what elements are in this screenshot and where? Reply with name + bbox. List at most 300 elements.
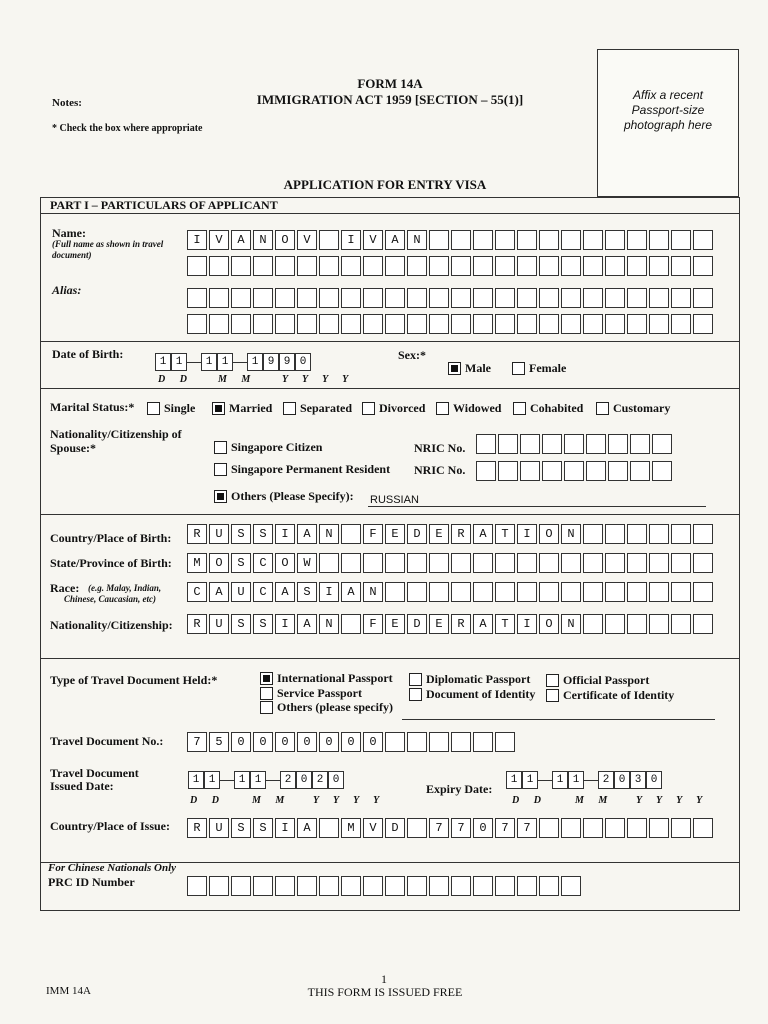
- char-cell[interactable]: 1: [247, 353, 263, 371]
- type-cert-identity[interactable]: [546, 688, 674, 703]
- char-cell[interactable]: [564, 461, 584, 481]
- char-cell[interactable]: D: [385, 818, 405, 838]
- race-field[interactable]: [187, 582, 715, 602]
- char-cell[interactable]: W: [297, 553, 317, 573]
- char-cell[interactable]: [671, 553, 691, 573]
- spouse-sg-pr[interactable]: [214, 462, 390, 477]
- char-cell[interactable]: [561, 288, 581, 308]
- char-cell[interactable]: [385, 256, 405, 276]
- char-cell[interactable]: N: [319, 524, 339, 544]
- char-cell[interactable]: [693, 288, 713, 308]
- char-cell[interactable]: [209, 876, 229, 896]
- char-cell[interactable]: [605, 524, 625, 544]
- char-cell[interactable]: [561, 553, 581, 573]
- char-cell[interactable]: [451, 230, 471, 250]
- char-cell[interactable]: [275, 288, 295, 308]
- char-cell[interactable]: [693, 614, 713, 634]
- char-cell[interactable]: [341, 614, 361, 634]
- char-cell[interactable]: 1: [250, 771, 266, 789]
- char-cell[interactable]: [297, 314, 317, 334]
- char-cell[interactable]: [649, 314, 669, 334]
- char-cell[interactable]: [451, 582, 471, 602]
- char-cell[interactable]: [495, 288, 515, 308]
- dob-year[interactable]: [247, 353, 311, 371]
- prc-id-field[interactable]: [187, 876, 583, 896]
- char-cell[interactable]: O: [275, 553, 295, 573]
- type-doc-identity-checkbox[interactable]: [409, 688, 422, 701]
- char-cell[interactable]: [187, 288, 207, 308]
- char-cell[interactable]: [429, 256, 449, 276]
- char-cell[interactable]: [341, 288, 361, 308]
- spouse-sg-pr-checkbox[interactable]: [214, 463, 227, 476]
- char-cell[interactable]: I: [319, 582, 339, 602]
- char-cell[interactable]: [473, 230, 493, 250]
- char-cell[interactable]: [385, 582, 405, 602]
- char-cell[interactable]: [407, 256, 427, 276]
- char-cell[interactable]: I: [187, 230, 207, 250]
- char-cell[interactable]: [671, 314, 691, 334]
- char-cell[interactable]: 1: [522, 771, 538, 789]
- expiry-month[interactable]: [552, 771, 584, 789]
- char-cell[interactable]: [363, 314, 383, 334]
- char-cell[interactable]: [539, 582, 559, 602]
- char-cell[interactable]: 3: [630, 771, 646, 789]
- char-cell[interactable]: [539, 876, 559, 896]
- char-cell[interactable]: [583, 288, 603, 308]
- char-cell[interactable]: [476, 434, 496, 454]
- birth-state-field[interactable]: [187, 553, 715, 573]
- photo-box[interactable]: [597, 49, 739, 197]
- char-cell[interactable]: [498, 461, 518, 481]
- char-cell[interactable]: S: [297, 582, 317, 602]
- char-cell[interactable]: [385, 314, 405, 334]
- char-cell[interactable]: [275, 256, 295, 276]
- char-cell[interactable]: [297, 876, 317, 896]
- char-cell[interactable]: [385, 732, 405, 752]
- char-cell[interactable]: V: [209, 230, 229, 250]
- char-cell[interactable]: M: [187, 553, 207, 573]
- char-cell[interactable]: [341, 256, 361, 276]
- char-cell[interactable]: 0: [319, 732, 339, 752]
- char-cell[interactable]: [407, 876, 427, 896]
- char-cell[interactable]: I: [275, 818, 295, 838]
- issued-year[interactable]: [280, 771, 344, 789]
- char-cell[interactable]: [407, 288, 427, 308]
- char-cell[interactable]: [671, 818, 691, 838]
- char-cell[interactable]: R: [451, 614, 471, 634]
- char-cell[interactable]: [605, 256, 625, 276]
- char-cell[interactable]: A: [473, 524, 493, 544]
- char-cell[interactable]: [209, 288, 229, 308]
- sex-female-checkbox[interactable]: [512, 362, 525, 375]
- type-doc-identity[interactable]: [409, 687, 535, 702]
- char-cell[interactable]: [693, 524, 713, 544]
- char-cell[interactable]: [187, 876, 207, 896]
- type-others-checkbox[interactable]: [260, 701, 273, 714]
- type-diplomatic-checkbox[interactable]: [409, 673, 422, 686]
- char-cell[interactable]: N: [561, 524, 581, 544]
- char-cell[interactable]: [693, 256, 713, 276]
- char-cell[interactable]: [451, 553, 471, 573]
- char-cell[interactable]: [649, 288, 669, 308]
- type-others-line[interactable]: [402, 719, 715, 720]
- char-cell[interactable]: 0: [473, 818, 493, 838]
- char-cell[interactable]: U: [209, 614, 229, 634]
- spouse-others[interactable]: [214, 489, 354, 504]
- char-cell[interactable]: 0: [341, 732, 361, 752]
- issued-month[interactable]: [234, 771, 266, 789]
- char-cell[interactable]: [520, 434, 540, 454]
- char-cell[interactable]: [517, 288, 537, 308]
- char-cell[interactable]: [671, 524, 691, 544]
- char-cell[interactable]: [495, 230, 515, 250]
- char-cell[interactable]: [429, 553, 449, 573]
- char-cell[interactable]: R: [187, 614, 207, 634]
- char-cell[interactable]: [341, 314, 361, 334]
- char-cell[interactable]: [209, 314, 229, 334]
- char-cell[interactable]: 7: [451, 818, 471, 838]
- nric-field-1[interactable]: [476, 434, 674, 454]
- birth-country-field[interactable]: [187, 524, 715, 544]
- char-cell[interactable]: [627, 256, 647, 276]
- char-cell[interactable]: [363, 553, 383, 573]
- char-cell[interactable]: C: [187, 582, 207, 602]
- dob-month[interactable]: [201, 353, 233, 371]
- char-cell[interactable]: [627, 314, 647, 334]
- marital-separated[interactable]: [283, 401, 352, 416]
- char-cell[interactable]: [627, 288, 647, 308]
- name-line-2[interactable]: [187, 256, 715, 276]
- char-cell[interactable]: [429, 314, 449, 334]
- char-cell[interactable]: A: [473, 614, 493, 634]
- alias-line-2[interactable]: [187, 314, 715, 334]
- char-cell[interactable]: [407, 582, 427, 602]
- char-cell[interactable]: [583, 818, 603, 838]
- char-cell[interactable]: [476, 461, 496, 481]
- char-cell[interactable]: [539, 230, 559, 250]
- nationality-field[interactable]: [187, 614, 715, 634]
- char-cell[interactable]: [231, 876, 251, 896]
- char-cell[interactable]: O: [209, 553, 229, 573]
- marital-divorced[interactable]: [362, 401, 425, 416]
- char-cell[interactable]: [627, 582, 647, 602]
- char-cell[interactable]: [429, 230, 449, 250]
- char-cell[interactable]: R: [187, 524, 207, 544]
- char-cell[interactable]: [561, 876, 581, 896]
- marital-widowed[interactable]: [436, 401, 501, 416]
- char-cell[interactable]: E: [429, 614, 449, 634]
- char-cell[interactable]: [564, 434, 584, 454]
- char-cell[interactable]: [495, 732, 515, 752]
- char-cell[interactable]: [693, 818, 713, 838]
- char-cell[interactable]: [451, 288, 471, 308]
- char-cell[interactable]: [517, 553, 537, 573]
- type-service[interactable]: [260, 686, 362, 701]
- char-cell[interactable]: [539, 288, 559, 308]
- spouse-others-value[interactable]: RUSSIAN: [368, 494, 706, 507]
- char-cell[interactable]: [627, 230, 647, 250]
- char-cell[interactable]: [363, 256, 383, 276]
- char-cell[interactable]: [561, 582, 581, 602]
- char-cell[interactable]: [649, 818, 669, 838]
- char-cell[interactable]: [187, 256, 207, 276]
- char-cell[interactable]: M: [341, 818, 361, 838]
- char-cell[interactable]: 1: [234, 771, 250, 789]
- char-cell[interactable]: 7: [517, 818, 537, 838]
- char-cell[interactable]: [429, 582, 449, 602]
- char-cell[interactable]: [253, 256, 273, 276]
- type-official-checkbox[interactable]: [546, 674, 559, 687]
- char-cell[interactable]: [539, 553, 559, 573]
- char-cell[interactable]: 0: [275, 732, 295, 752]
- char-cell[interactable]: [693, 553, 713, 573]
- char-cell[interactable]: S: [231, 818, 251, 838]
- char-cell[interactable]: [319, 256, 339, 276]
- char-cell[interactable]: 2: [312, 771, 328, 789]
- char-cell[interactable]: O: [539, 614, 559, 634]
- char-cell[interactable]: A: [341, 582, 361, 602]
- char-cell[interactable]: [407, 314, 427, 334]
- char-cell[interactable]: I: [275, 524, 295, 544]
- type-intl-passport[interactable]: [260, 671, 393, 686]
- marital-divorced-checkbox[interactable]: [362, 402, 375, 415]
- char-cell[interactable]: [561, 230, 581, 250]
- char-cell[interactable]: R: [451, 524, 471, 544]
- char-cell[interactable]: [649, 614, 669, 634]
- char-cell[interactable]: [605, 553, 625, 573]
- char-cell[interactable]: S: [231, 614, 251, 634]
- char-cell[interactable]: [583, 256, 603, 276]
- char-cell[interactable]: [319, 314, 339, 334]
- char-cell[interactable]: [275, 876, 295, 896]
- char-cell[interactable]: [407, 732, 427, 752]
- char-cell[interactable]: [451, 732, 471, 752]
- char-cell[interactable]: [517, 230, 537, 250]
- char-cell[interactable]: 2: [280, 771, 296, 789]
- char-cell[interactable]: S: [253, 524, 273, 544]
- type-cert-identity-checkbox[interactable]: [546, 689, 559, 702]
- char-cell[interactable]: [297, 288, 317, 308]
- char-cell[interactable]: [429, 732, 449, 752]
- char-cell[interactable]: [253, 876, 273, 896]
- char-cell[interactable]: [608, 461, 628, 481]
- place-issue-field[interactable]: [187, 818, 715, 838]
- char-cell[interactable]: [671, 256, 691, 276]
- char-cell[interactable]: [583, 614, 603, 634]
- char-cell[interactable]: 0: [646, 771, 662, 789]
- char-cell[interactable]: [652, 434, 672, 454]
- char-cell[interactable]: 0: [328, 771, 344, 789]
- char-cell[interactable]: I: [517, 614, 537, 634]
- char-cell[interactable]: 1: [188, 771, 204, 789]
- char-cell[interactable]: D: [407, 614, 427, 634]
- type-others[interactable]: [260, 700, 393, 715]
- name-line-1[interactable]: [187, 230, 715, 250]
- sex-male-option[interactable]: [448, 361, 491, 376]
- char-cell[interactable]: R: [187, 818, 207, 838]
- char-cell[interactable]: A: [385, 230, 405, 250]
- char-cell[interactable]: [187, 314, 207, 334]
- spouse-others-checkbox[interactable]: [214, 490, 227, 503]
- char-cell[interactable]: [605, 230, 625, 250]
- char-cell[interactable]: [495, 256, 515, 276]
- char-cell[interactable]: [385, 876, 405, 896]
- char-cell[interactable]: F: [363, 524, 383, 544]
- char-cell[interactable]: I: [517, 524, 537, 544]
- type-official[interactable]: [546, 673, 649, 688]
- char-cell[interactable]: N: [363, 582, 383, 602]
- char-cell[interactable]: 1: [506, 771, 522, 789]
- char-cell[interactable]: [498, 434, 518, 454]
- char-cell[interactable]: [319, 230, 339, 250]
- char-cell[interactable]: [605, 314, 625, 334]
- expiry-day[interactable]: [506, 771, 538, 789]
- char-cell[interactable]: O: [275, 230, 295, 250]
- char-cell[interactable]: [627, 553, 647, 573]
- char-cell[interactable]: S: [253, 818, 273, 838]
- char-cell[interactable]: [407, 553, 427, 573]
- char-cell[interactable]: [253, 288, 273, 308]
- char-cell[interactable]: [231, 314, 251, 334]
- char-cell[interactable]: E: [429, 524, 449, 544]
- char-cell[interactable]: [561, 256, 581, 276]
- char-cell[interactable]: [649, 524, 669, 544]
- char-cell[interactable]: S: [231, 524, 251, 544]
- char-cell[interactable]: U: [231, 582, 251, 602]
- char-cell[interactable]: E: [385, 524, 405, 544]
- type-diplomatic[interactable]: [409, 672, 530, 687]
- expiry-year[interactable]: [598, 771, 662, 789]
- char-cell[interactable]: [451, 876, 471, 896]
- expiry-date-field[interactable]: [506, 771, 662, 789]
- char-cell[interactable]: [539, 818, 559, 838]
- char-cell[interactable]: [586, 461, 606, 481]
- char-cell[interactable]: [319, 288, 339, 308]
- char-cell[interactable]: T: [495, 614, 515, 634]
- char-cell[interactable]: 1: [552, 771, 568, 789]
- char-cell[interactable]: [561, 818, 581, 838]
- char-cell[interactable]: [275, 314, 295, 334]
- char-cell[interactable]: [407, 818, 427, 838]
- doc-no-field[interactable]: [187, 732, 517, 752]
- char-cell[interactable]: [363, 876, 383, 896]
- char-cell[interactable]: D: [407, 524, 427, 544]
- type-service-checkbox[interactable]: [260, 687, 273, 700]
- char-cell[interactable]: [671, 230, 691, 250]
- char-cell[interactable]: 0: [253, 732, 273, 752]
- char-cell[interactable]: 0: [295, 353, 311, 371]
- marital-married[interactable]: [212, 401, 272, 416]
- char-cell[interactable]: A: [297, 614, 317, 634]
- char-cell[interactable]: [652, 461, 672, 481]
- char-cell[interactable]: [385, 553, 405, 573]
- char-cell[interactable]: [451, 314, 471, 334]
- char-cell[interactable]: [341, 876, 361, 896]
- char-cell[interactable]: 1: [217, 353, 233, 371]
- char-cell[interactable]: I: [341, 230, 361, 250]
- char-cell[interactable]: [583, 314, 603, 334]
- char-cell[interactable]: 7: [187, 732, 207, 752]
- char-cell[interactable]: [517, 256, 537, 276]
- char-cell[interactable]: A: [297, 524, 317, 544]
- char-cell[interactable]: [649, 553, 669, 573]
- char-cell[interactable]: [473, 256, 493, 276]
- char-cell[interactable]: [363, 288, 383, 308]
- char-cell[interactable]: [495, 582, 515, 602]
- char-cell[interactable]: [385, 288, 405, 308]
- char-cell[interactable]: [473, 553, 493, 573]
- char-cell[interactable]: 0: [363, 732, 383, 752]
- char-cell[interactable]: [627, 818, 647, 838]
- char-cell[interactable]: [341, 524, 361, 544]
- char-cell[interactable]: E: [385, 614, 405, 634]
- char-cell[interactable]: 9: [279, 353, 295, 371]
- char-cell[interactable]: [542, 461, 562, 481]
- char-cell[interactable]: 1: [171, 353, 187, 371]
- char-cell[interactable]: V: [363, 818, 383, 838]
- char-cell[interactable]: C: [253, 582, 273, 602]
- char-cell[interactable]: [671, 288, 691, 308]
- char-cell[interactable]: 5: [209, 732, 229, 752]
- char-cell[interactable]: [542, 434, 562, 454]
- nric-field-2[interactable]: [476, 461, 674, 481]
- char-cell[interactable]: [473, 876, 493, 896]
- char-cell[interactable]: A: [297, 818, 317, 838]
- char-cell[interactable]: N: [561, 614, 581, 634]
- sex-female-option[interactable]: [512, 361, 566, 376]
- char-cell[interactable]: [605, 582, 625, 602]
- char-cell[interactable]: V: [297, 230, 317, 250]
- marital-single-checkbox[interactable]: [147, 402, 160, 415]
- char-cell[interactable]: [520, 461, 540, 481]
- marital-customary-checkbox[interactable]: [596, 402, 609, 415]
- char-cell[interactable]: [429, 288, 449, 308]
- char-cell[interactable]: [605, 818, 625, 838]
- char-cell[interactable]: [429, 876, 449, 896]
- char-cell[interactable]: F: [363, 614, 383, 634]
- char-cell[interactable]: [671, 614, 691, 634]
- dob-day[interactable]: [155, 353, 187, 371]
- char-cell[interactable]: O: [539, 524, 559, 544]
- char-cell[interactable]: 1: [568, 771, 584, 789]
- marital-single[interactable]: [147, 401, 195, 416]
- char-cell[interactable]: 1: [155, 353, 171, 371]
- type-intl-passport-checkbox[interactable]: [260, 672, 273, 685]
- char-cell[interactable]: A: [209, 582, 229, 602]
- char-cell[interactable]: [231, 256, 251, 276]
- char-cell[interactable]: [583, 553, 603, 573]
- char-cell[interactable]: 7: [495, 818, 515, 838]
- char-cell[interactable]: [451, 256, 471, 276]
- char-cell[interactable]: [495, 553, 515, 573]
- char-cell[interactable]: N: [319, 614, 339, 634]
- char-cell[interactable]: [561, 314, 581, 334]
- dob-field[interactable]: [155, 353, 311, 371]
- char-cell[interactable]: [586, 434, 606, 454]
- char-cell[interactable]: [583, 524, 603, 544]
- char-cell[interactable]: [297, 256, 317, 276]
- char-cell[interactable]: I: [275, 614, 295, 634]
- char-cell[interactable]: U: [209, 524, 229, 544]
- char-cell[interactable]: 1: [204, 771, 220, 789]
- char-cell[interactable]: [495, 876, 515, 896]
- char-cell[interactable]: U: [209, 818, 229, 838]
- char-cell[interactable]: [539, 256, 559, 276]
- char-cell[interactable]: 9: [263, 353, 279, 371]
- char-cell[interactable]: [517, 582, 537, 602]
- char-cell[interactable]: S: [253, 614, 273, 634]
- char-cell[interactable]: 0: [296, 771, 312, 789]
